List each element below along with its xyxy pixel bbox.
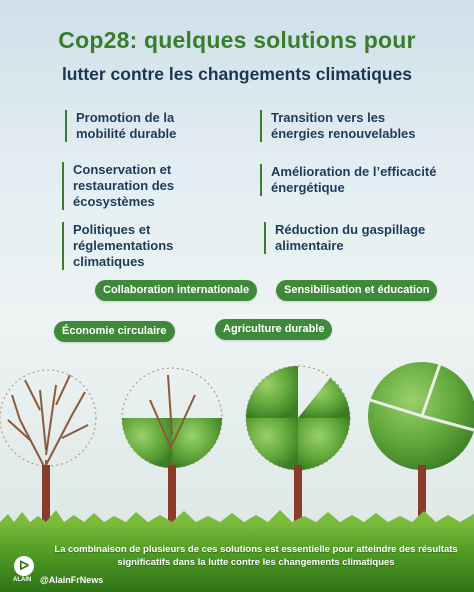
title-line-1: Cop28: quelques solutions pour (58, 27, 416, 53)
tag-awareness-education: Sensibilisation et éducation (276, 280, 437, 301)
solution-efficiency: Amélioration de l’efficacité énergétique (260, 164, 451, 196)
solution-mobility: Promotion de la mobilité durable (65, 110, 226, 142)
solution-renewables: Transition vers les énergies renouvelables (260, 110, 441, 142)
alain-logo-icon: ᐅ (14, 556, 34, 576)
social-handle[interactable]: @AlainFrNews (40, 575, 104, 585)
logo-text: ALAIN (13, 577, 32, 583)
tag-circular-economy: Économie circulaire (54, 321, 175, 342)
footer-note: La combinaison de plusieurs de ces solutions est essentielle pour atteindre des résultats significatifs dans la lutte contre les changements climatiques (54, 544, 458, 568)
tag-international-collaboration: Collaboration internationale (95, 280, 257, 301)
solution-policies: Politiques et réglementations climatiques (62, 222, 223, 270)
solution-food-waste: Réduction du gaspillage alimentaire (264, 222, 435, 254)
tag-sustainable-agriculture: Agriculture durable (215, 319, 332, 340)
solution-ecosystems: Conservation et restauration des écosystèmes (62, 162, 223, 210)
title-line-2: lutter contre les changements climatiques (61, 64, 413, 84)
